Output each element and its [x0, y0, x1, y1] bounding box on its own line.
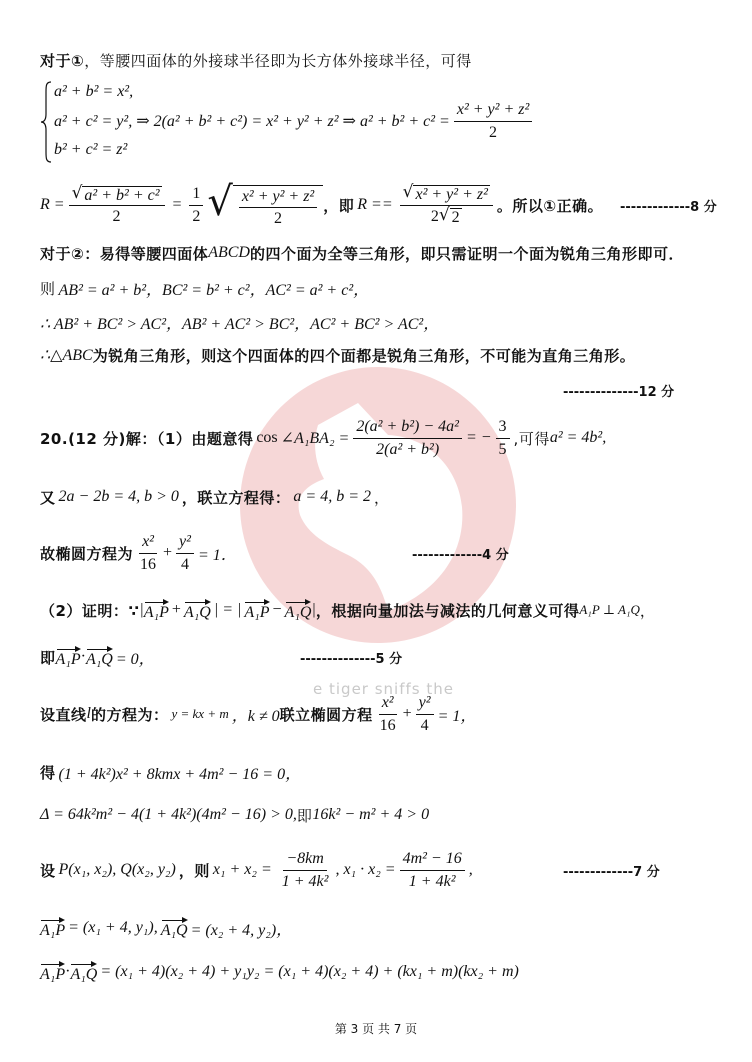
section1-conclusion: 。所以①正确。: [496, 196, 604, 215]
score-5: --------------5 分: [300, 651, 403, 667]
system-eq-2: a² + c² = y², ⇒ 2(a² + b² + c²) = x² + y² + z² ⇒ a² + b² + c² =: [54, 113, 450, 130]
section1-label: 对于①: [40, 51, 85, 70]
vector-minus: −: [272, 601, 282, 618]
radius-sqrt-3: [403, 184, 490, 204]
ellipse-plus: +: [402, 705, 412, 722]
abs-middle: | = |: [213, 601, 242, 618]
line-acute-conclusion: [40, 335, 635, 375]
system-fraction: [454, 100, 532, 141]
radius-sqrt-3-radicand: x² + y² + z²: [415, 186, 488, 204]
ellipse-text: 故椭圆方程为: [40, 544, 134, 563]
line-name: l: [86, 705, 91, 722]
ellipse-x-num: x²: [379, 693, 397, 714]
cos-value-den: 5: [498, 440, 507, 458]
product-fraction-num: 4m² − 16: [400, 849, 465, 870]
points-pq: P(x₁, x₂), Q(x₂, y₂): [58, 861, 176, 878]
then-label: 则: [40, 279, 56, 298]
sum-fraction-num: −8km: [283, 849, 326, 870]
ellipse-x-num: x²: [139, 532, 157, 553]
line-radius: [40, 178, 604, 227]
brace-path: [41, 82, 51, 162]
radius-fraction-3-den: [428, 206, 465, 227]
ellipse-y-term: [416, 693, 434, 734]
radius-connector: ，即: [323, 196, 355, 215]
k-condition: ，k ≠ 0: [231, 707, 280, 725]
cos-label: cos: [256, 429, 278, 446]
line-intro: 设直线: [40, 705, 87, 724]
cos-value: [496, 417, 510, 458]
tetrahedron-name: ABCD: [208, 244, 250, 261]
a1q-coordinates: = (x₂ + 4, y₂)，: [190, 921, 293, 939]
ellipse-x-term: [377, 693, 399, 734]
line-dot-expansion: [40, 952, 522, 992]
watermark-text: e tiger sniffs the: [313, 680, 454, 698]
dot-expansion: = (x₁ + 4)(x₂ + 4) + y₁y₂ = (x₁ + 4)(x₂ + 4) + (kx₁ + m)(kx₂ + m): [100, 963, 519, 980]
inequalities: ∴ AB² + BC² > AC²，AB² + AC² > BC²，AC² + BC² > AC²，: [40, 315, 440, 333]
cos-fraction-num: 2(a² + b²) − 4a²: [353, 417, 462, 438]
problem20-header: 20.(12 分)解：（1）由题意得: [40, 429, 254, 448]
line-section2-intro: [40, 233, 684, 273]
abs-close: |: [311, 601, 316, 618]
system-fraction-num: x² + y² + z²: [454, 100, 532, 121]
radius-fraction-2-num: x² + y² + z²: [239, 187, 317, 208]
radius-lhs-2: R ==: [357, 196, 393, 213]
quadratic-equation: (1 + 4k²)x² + 8kmx + 4m² − 16 = 0，: [58, 765, 302, 783]
section2-intro: 对于②：易得等腰四面体: [40, 244, 209, 263]
radius-half: [189, 184, 203, 225]
ellipse-x-term: [137, 532, 159, 573]
vector-plus: +: [171, 601, 181, 618]
proof-intro: （2）证明：∵: [40, 601, 140, 620]
radius-sqrt-2-radicand: [233, 185, 323, 228]
vector-a1q: A₁Q: [184, 599, 211, 622]
discriminant: Δ = 64k²m² − 4(1 + 4k²)(4m² − 16) > 0,: [40, 806, 297, 823]
product-fraction: [400, 849, 465, 890]
radical-sign: √: [71, 182, 83, 203]
line-eq-text: 的方程为：: [90, 705, 169, 724]
vector-a1p: A₁P: [40, 961, 65, 984]
system-row-3: [54, 137, 127, 163]
ellipse-plus: +: [163, 544, 173, 561]
condition: 2a − 2b = 4, b > 0: [58, 488, 179, 505]
product-lhs: , x₁ · x₂ =: [335, 861, 396, 878]
score-8: -------------8 分: [620, 199, 717, 215]
radical-sign: √: [402, 182, 414, 203]
radius-half-num: 1: [189, 184, 203, 205]
abs-open: |: [139, 601, 144, 618]
vector-a1q: A₁Q: [86, 646, 113, 669]
system-eq-1: a² + b² = x²,: [54, 83, 134, 100]
namely-label: 即: [40, 648, 56, 667]
radius-fraction-1-den: 2: [112, 208, 121, 226]
page-number: 第 3 页 共 7 页: [334, 1022, 418, 1036]
product-fraction-den: 1 + 4k²: [408, 872, 456, 890]
radius-equals: =: [171, 196, 183, 213]
ellipse-y-den: 4: [181, 555, 189, 573]
sum-fraction: [279, 849, 332, 890]
cos-fraction-den: 2(a² + b²): [376, 440, 440, 458]
ellipse-y-num: y²: [176, 532, 194, 553]
vector-a1q: A₁Q: [285, 599, 312, 622]
vector-a1p: A₁P: [144, 599, 169, 622]
line-solve-ab: [40, 477, 390, 517]
solution: a = 4, b = 2: [293, 488, 372, 505]
vector-a1p: A₁P: [40, 917, 65, 940]
perpendicular-statement: A₁P ⊥ A₁Q: [579, 602, 640, 617]
radical-sign: √: [438, 205, 450, 225]
radius-fraction-3: [400, 183, 493, 226]
vector-a1q: A₁Q: [161, 917, 188, 940]
radius-fraction-1: [69, 184, 165, 227]
line-problem20-cos: [40, 418, 606, 458]
let-label: 设: [40, 861, 56, 880]
equation-system: [40, 80, 640, 166]
line-dot-zero: [40, 637, 158, 677]
system-row-2: [54, 101, 536, 141]
side-lengths: AB² = a² + b²，BC² = b² + c²，AC² = a² + c²，: [58, 281, 370, 299]
line-equation: y = kx + m: [171, 706, 229, 721]
radius-fraction-1-num: [69, 184, 165, 207]
therefore-math: a² = 4b²,: [549, 429, 607, 446]
sum-fraction-den: 1 + 4k²: [281, 872, 329, 890]
dot-zero: = 0，: [115, 650, 155, 668]
system-eq-3: b² + c² = z²: [54, 141, 128, 158]
radical-sign-large: √: [207, 178, 233, 225]
section2-intro-rest: 的四个面为全等三角形，即只需证明一个面为锐角三角形即可．: [249, 244, 684, 263]
ellipse-y-den: 4: [420, 716, 429, 734]
ellipse-end-2: = 1，: [437, 707, 477, 725]
section1-intro-text: ，等腰四面体的外接球半径即为长方体外接球半径，可得: [84, 51, 472, 70]
ellipse-x-den: 16: [379, 716, 396, 734]
dot-operator: ·: [80, 648, 86, 665]
left-brace: [40, 80, 52, 164]
line-discriminant: [40, 795, 429, 835]
cos-equals: = −: [465, 429, 492, 446]
score-4: -------------4 分: [412, 547, 509, 563]
line-proof-intro: [40, 590, 655, 630]
solve-text: ，联立方程得：: [181, 488, 291, 507]
get-label: 得: [40, 763, 56, 782]
therefore-text: ,可得: [513, 429, 550, 448]
line-vieta: [40, 850, 473, 890]
also-label: 又: [40, 488, 56, 507]
line-section1-intro: [40, 40, 472, 80]
proof-reason: ，根据向量加法与减法的几何意义可得: [315, 601, 580, 620]
combine-text: 联立椭圆方程: [279, 705, 373, 724]
namely-label-2: 即: [296, 806, 313, 825]
radius-half-den: 2: [192, 207, 201, 225]
dot-operator: ·: [65, 963, 71, 980]
radius-fraction-2-den: 2: [274, 210, 283, 227]
radius-sqrt-1: [71, 182, 162, 205]
line-quadratic: [40, 752, 304, 792]
ellipse-x-den: 16: [140, 555, 157, 573]
angle-expression: ∠A₁BA₂ =: [280, 430, 350, 447]
system-fraction-den: 2: [489, 123, 498, 141]
vector-a1p: A₁P: [56, 646, 81, 669]
sum-lhs: x₁ + x₂ =: [212, 861, 272, 878]
score-7: -------------7 分: [563, 864, 660, 880]
line-line-equation: [40, 694, 476, 734]
acute-conclusion: 为锐角三角形，则这个四面体的四个面都是锐角三角形，不可能为直角三角形。: [92, 346, 636, 365]
vieta-comma: ,: [468, 861, 473, 878]
radius-den-coefficient: 2: [430, 208, 439, 225]
ellipse-y-term: [176, 532, 194, 573]
cos-value-num: 3: [496, 417, 510, 438]
radius-den-sqrt: [439, 207, 462, 227]
triangle-abc: ∴△ABC: [40, 347, 93, 364]
score-12: --------------12 分: [563, 384, 675, 400]
proof-comma: ，: [639, 601, 656, 620]
radius-lhs: R =: [40, 196, 65, 213]
ellipse-y-num: y²: [416, 693, 434, 714]
discriminant-result: 16k² − m² + 4 > 0: [312, 806, 430, 823]
vector-a1q: A₁Q: [70, 961, 97, 984]
ellipse-end: = 1．: [197, 546, 237, 564]
vector-a1p: A₁P: [244, 599, 269, 622]
radius-den-radicand: 2: [451, 209, 460, 226]
radius-fraction-2: [239, 187, 317, 228]
a1p-coordinates: = (x₁ + 4, y₁),: [68, 919, 158, 936]
line-vector-coords: [40, 908, 295, 948]
radius-fraction-3-num: [400, 183, 493, 206]
radius-sqrt-1-radicand: a² + b² + c²: [84, 186, 160, 204]
radius-sqrt-2: [207, 178, 323, 228]
cos-fraction: [353, 417, 462, 458]
line-ellipse-equation: [40, 533, 237, 573]
system-row-1: [54, 79, 133, 105]
solution-comma: ，: [374, 488, 390, 507]
then-label-2: ，则: [178, 861, 210, 880]
